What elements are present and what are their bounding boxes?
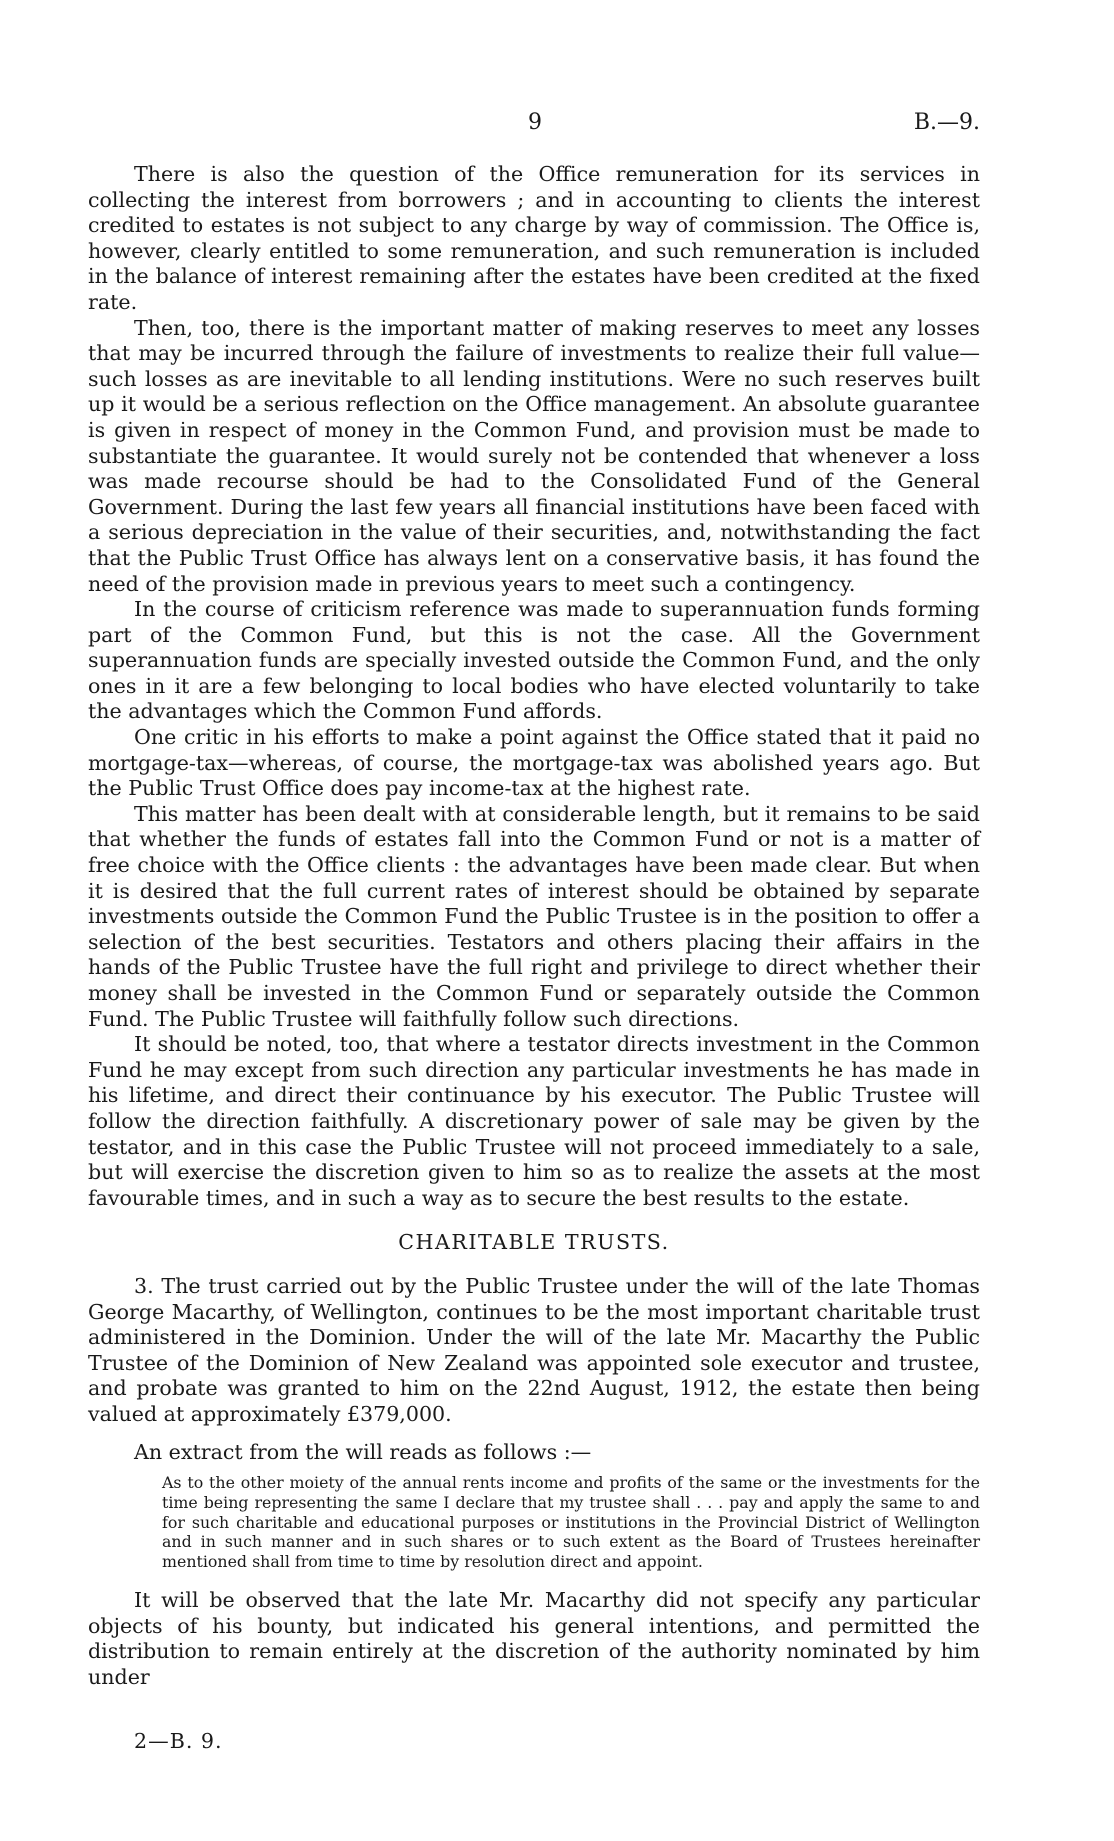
page-header (90, 110, 980, 140)
page-footer-signature: 2—B. 9. (134, 1729, 223, 1753)
extract-intro: An extract from the will reads as follows :— (134, 1439, 592, 1464)
will-extract-quote: As to the other moiety of the annual rents income and profits of the same or the investments for the time being representing the same I declare that my trustee shall . . . pay and apply the same to and for such charitable and educational purposes or institutions in the Provincial District of Wellington and in such manner and in such shares or to such extent as the Board of Trustees hereinafter mentioned shall from time to time by resolution direct and appoint. (162, 1473, 980, 1572)
section-heading: CHARITABLE TRUSTS. (398, 1230, 670, 1255)
section-paragraph: It will be observed that the late Mr. Macarthy did not specify any particular objects of his bounty, but indicated his general intentions, and permitted the distribution to remain entirely at the discretion of the authority nominated by him under (88, 1588, 980, 1689)
paragraph: This matter has been dealt with at considerable length, but it remains to be said that whether the funds of estates fall into the Common Fund or not is a matter of free choice with the Office clients : the advantages have been made clear. But when it is desired that the full current rates of interest should be obtained by separate investments outside the Common Fund the Public Trustee is in the position to offer a selection of the best securities. Testators and others placing their affairs in the hands of the Public Trustee have the full right and privilege to direct whether their money shall be invested in the Common Fund or separately outside the Common Fund. The Public Trustee will faithfully follow such directions. (88, 801, 980, 1031)
paragraph: Then, too, there is the important matter of making reserves to meet any losses that may be incurred through the failure of investments to realize their full value—such losses as are inevitable to all lending institutions. Were no such reserves built up it would be a serious reflection on the Office management. An absolute guarantee is given in respect of money in the Common Fund, and provision must be made to substantiate the guarantee. It would surely not be contended that whenever a loss was made recourse should be had to the Consolidated Fund of the General Government. During the last few years all financial institutions have been faced with a serious depreciation in the value of their securities, and, notwithstanding the fact that the Public Trust Office has always lent on a conservative basis, it has found the need of the provision made in previous years to meet such a contingency. (88, 315, 980, 596)
page-number: 9 (528, 110, 542, 135)
body-text (88, 162, 980, 1690)
paragraph: One critic in his efforts to make a point against the Office stated that it paid no mortgage-tax—whereas, of course, the mortgage-tax was abolished years ago. But the Public Trust Office does pay income-tax at the highest rate. (88, 725, 980, 801)
paragraph: In the course of criticism reference was made to superannuation funds forming part of the Common Fund, but this is not the case. All the Government superannuation funds are specially invested outside the Common Fund, and the only ones in it are a few belonging to local bodies who have elected voluntarily to take the advantages which the Common Fund affords. (88, 597, 980, 724)
document-reference: B.—9. (913, 110, 980, 135)
paragraph: There is also the question of the Office remuneration for its services in collecting the interest from borrowers ; and in accounting to clients the interest credited to estates is not subject to any charge by way of commission. The Office is, however, clearly entitled to some remuneration, and such remuneration is included in the balance of interest remaining after the estates have been credited at the fixed rate. (88, 162, 980, 314)
paragraph: It should be noted, too, that where a testator directs investment in the Common Fund he may except from such direction any particular investments he has made in his lifetime, and direct their continuance by his executor. The Public Trustee will follow the direction faithfully. A discretionary power of sale may be given by the testator, and in this case the Public Trustee will not proceed immediately to a sale, but will exercise the discretion given to him so as to realize the assets at the most favourable times, and in such a way as to secure the best results to the estate. (88, 1032, 980, 1210)
section-paragraph: 3. The trust carried out by the Public Trustee under the will of the late Thomas George Macarthy, of Wellington, continues to be the most important charitable trust administered in the Dominion. Under the will of the late Mr. Macarthy the Public Trustee of the Dominion of New Zealand was appointed sole executor and trustee, and probate was granted to him on the 22nd August, 1912, the estate then being valued at approximately £379,000. (88, 1273, 980, 1426)
